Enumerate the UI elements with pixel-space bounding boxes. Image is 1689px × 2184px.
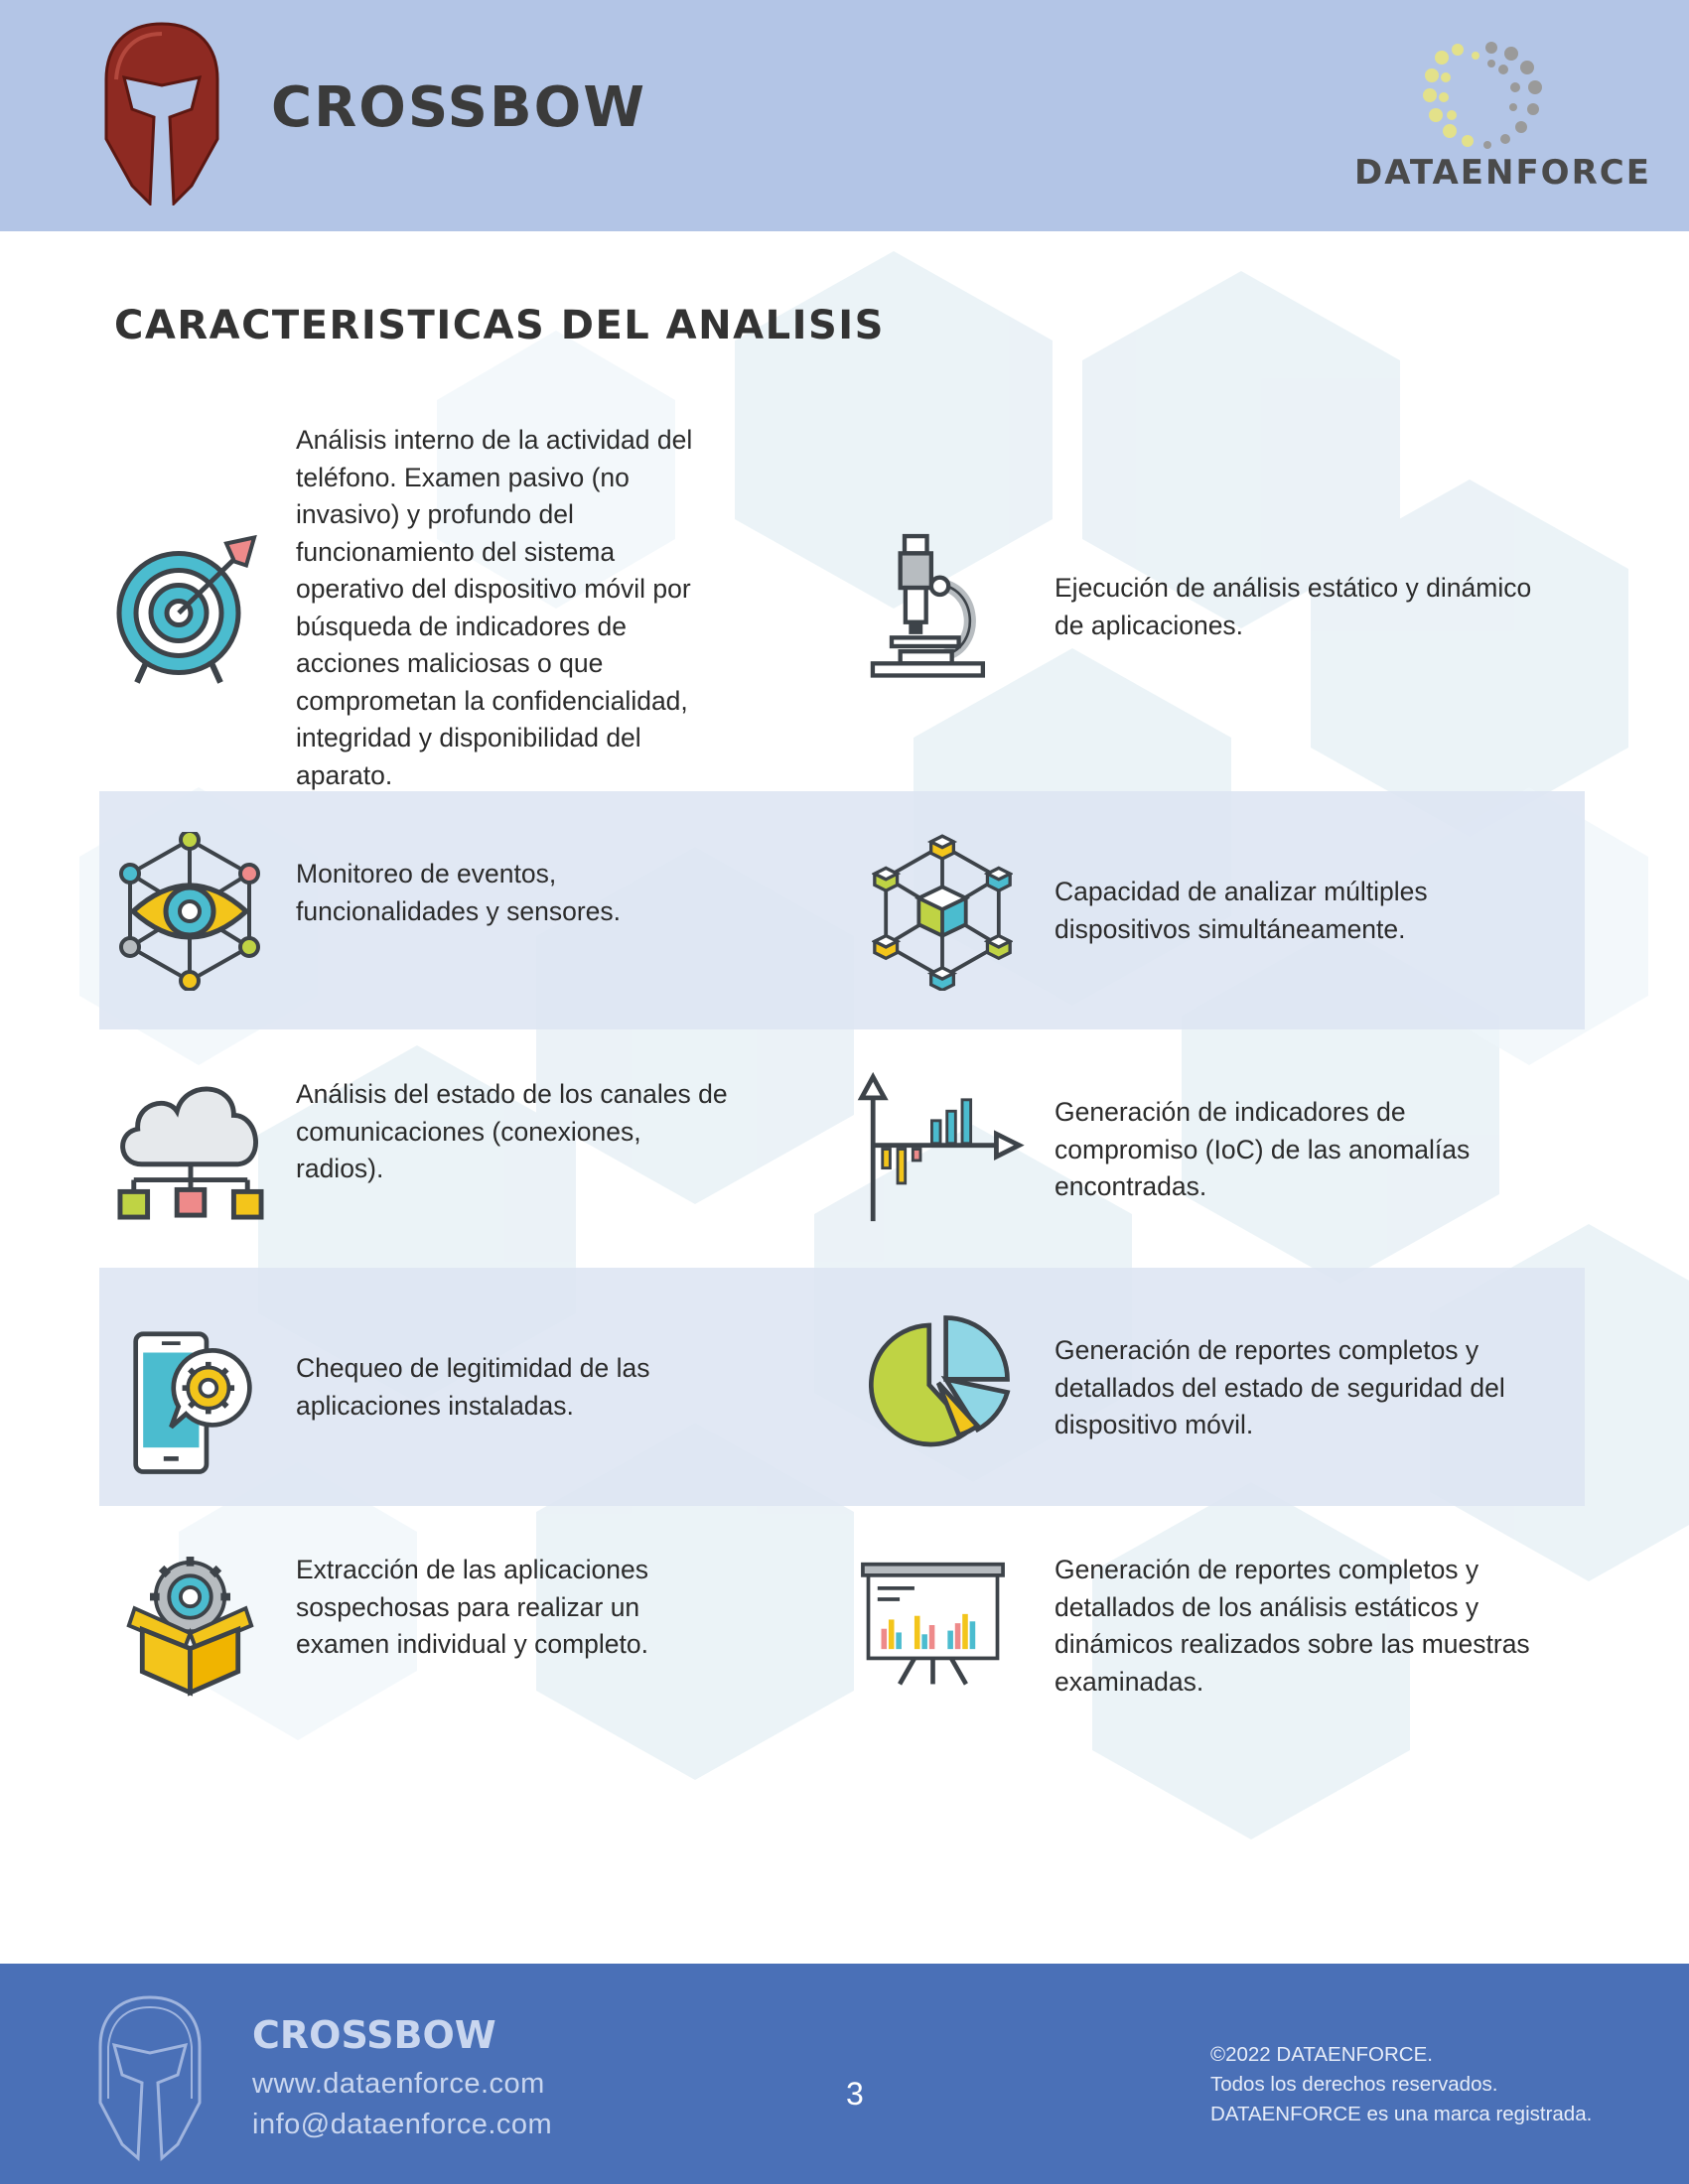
microscope-icon <box>866 523 995 692</box>
feature-text: Generación de reportes completos y detallados de los análisis estáticos y dinámicos realizados sobre las muestras examinadas. <box>1055 1555 1530 1697</box>
feature-text: Generación de indicadores de compromiso (IoC) de las anomalías encontradas. <box>1055 1097 1471 1201</box>
feature-text: Generación de reportes completos y detallados del estado de seguridad del dispositivo móvil. <box>1055 1335 1505 1439</box>
feature-text: Extracción de las aplicaciones sospechosas para realizar un examen individual y completo. <box>296 1555 648 1659</box>
footer-brand: CROSSBOW <box>252 2013 496 2057</box>
footer-copyright: ©2022 DATAENFORCE. Todos los derechos reservados. DATAENFORCE es una marca registrada. <box>1210 2043 1593 2125</box>
feature-text: Monitoreo de eventos, funcionalidades y sensores. <box>296 859 622 926</box>
box-gear-icon <box>123 1553 257 1697</box>
feature-text: Capacidad de analizar múltiples dispositivos simultáneamente. <box>1055 877 1428 944</box>
feature-text: Análisis interno de la actividad del teléfono. Examen pasivo (no invasivo) y profundo del funcionamiento del sistema operativo del dispositivo móvil por búsqueda de indicadores de acciones maliciosas o que comprometan la confidencialidad, integridad y disponibilidad del aparato. <box>296 425 693 790</box>
feature-text: Ejecución de análisis estático y dinámico de aplicaciones. <box>1055 573 1532 640</box>
footer-email-link[interactable]: info@dataenforce.com <box>252 2109 553 2140</box>
crossbow-brand-title: CROSSBOW <box>271 75 647 140</box>
feature-text: Chequeo de legitimidad de las aplicaciones instaladas. <box>296 1353 650 1421</box>
footer-website-link[interactable]: www.dataenforce.com <box>252 2068 545 2100</box>
cloud-hierarchy-icon <box>112 1074 269 1221</box>
axis-chart-icon <box>856 1072 1027 1226</box>
page-footer <box>0 1964 1689 2184</box>
phone-gear-icon <box>127 1330 254 1479</box>
target-icon <box>109 526 258 690</box>
pie-chart-icon <box>866 1310 1015 1459</box>
dataenforce-dots-logo <box>1422 38 1551 157</box>
dataenforce-wordmark: DATAENFORCE <box>1354 153 1651 193</box>
presentation-board-icon <box>856 1561 1010 1690</box>
section-title: CARACTERISTICAS DEL ANALISIS <box>114 303 885 348</box>
spartan-helmet-logo <box>102 22 221 205</box>
feature-text: Análisis del estado de los canales de comunicaciones (conexiones, radios). <box>296 1079 728 1183</box>
page-header <box>0 0 1689 231</box>
spartan-helmet-outline-logo <box>94 1993 206 2162</box>
page-number: 3 <box>846 2076 864 2112</box>
eye-network-icon <box>115 832 264 991</box>
cube-network-icon <box>872 832 1013 991</box>
